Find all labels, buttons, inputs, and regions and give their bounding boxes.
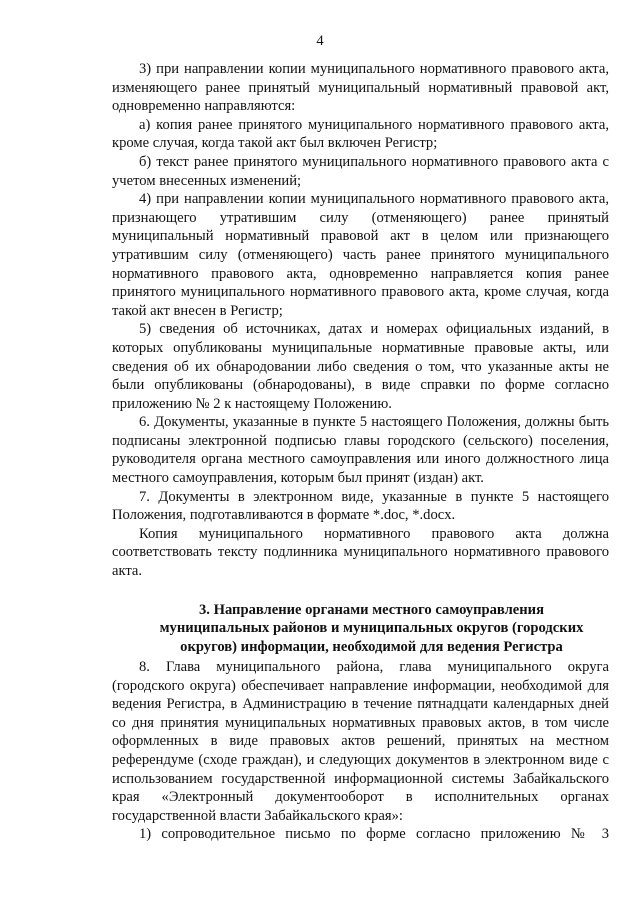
paragraph-clause-7: 7. Документы в электронном виде, указанные в пункте 5 настоящего Положения, подготавливаются в формате *.doc, *.docx. <box>112 488 609 524</box>
document-body-bottom <box>112 658 609 844</box>
paragraph-item-8-1: 1) сопроводительное письмо по форме согласно приложению № 3 <box>139 826 609 843</box>
section-heading: 3. Направление органами местного самоуправления муниципальных районов и муниципальных округов (городских округов) информации, необходимой для ведения Регистра <box>159 601 584 655</box>
paragraph-item-3a: а) копия ранее принятого муниципального нормативного правового акта, кроме случая, когда такой акт был включен Регистр; <box>112 116 609 152</box>
paragraph-clause-8: 8. Глава муниципального района, глава муниципального округа (городского округа) обеспечивает направление информации, необходимой для ведения Регистра, в Администрацию в течение пятнадцати календарных дней со дня принятия муниципальных нормативных правовых актов, в том числе оформленных в виде правовых актов решений, принятых на местном референдуме (сходе граждан), и следующих документов в электронном виде с использованием государственной информационной системы Забайкальского края «Электронный документооборот в исполнительных органах государственной власти Забайкальского края»: <box>112 659 609 824</box>
page-number: 4 <box>316 33 324 49</box>
paragraph-copy-requirement: Копия муниципального нормативного правового акта должна соответствовать тексту подлинника муниципального нормативного правового акта. <box>112 525 609 580</box>
paragraph-item-5: 5) сведения об источниках, датах и номерах официальных изданий, в которых опубликованы муниципальные нормативные правовые акты, или сведения об их обнародовании либо сведения о том, что указанные акты не были опубликованы (обнародованы), в виде справки по форме согласно приложению № 2 к настоящему Положению. <box>112 321 609 412</box>
paragraph-item-3b: б) текст ранее принятого муниципального нормативного правового акта с учетом внесенных изменений; <box>112 153 609 189</box>
document-body-top <box>112 60 609 656</box>
paragraph-item-3: 3) при направлении копии муниципального нормативного правового акта, изменяющего ранее принятый муниципальный нормативный правовой акт, одновременно направляются: <box>112 61 609 115</box>
paragraph-clause-6: 6. Документы, указанные в пункте 5 настоящего Положения, должны быть подписаны электронной подписью главы городского (сельского) поселения, руководителя органа местного самоуправления или иного должностного лица местного самоуправления, которым был принят (издан) акт. <box>112 414 609 487</box>
paragraph-item-4: 4) при направлении копии муниципального нормативного правового акта, признающего утратившим силу (отменяющего) ранее принятый муниципальный нормативный правовой акт в целом или признающего утратившим силу (отменяющего) часть ранее принятого муниципального нормативного правового акта, одновременно направляется копия ранее принятого муниципального нормативного правового акта, кроме случая, когда такой акт внесен в Регистр; <box>112 191 609 319</box>
